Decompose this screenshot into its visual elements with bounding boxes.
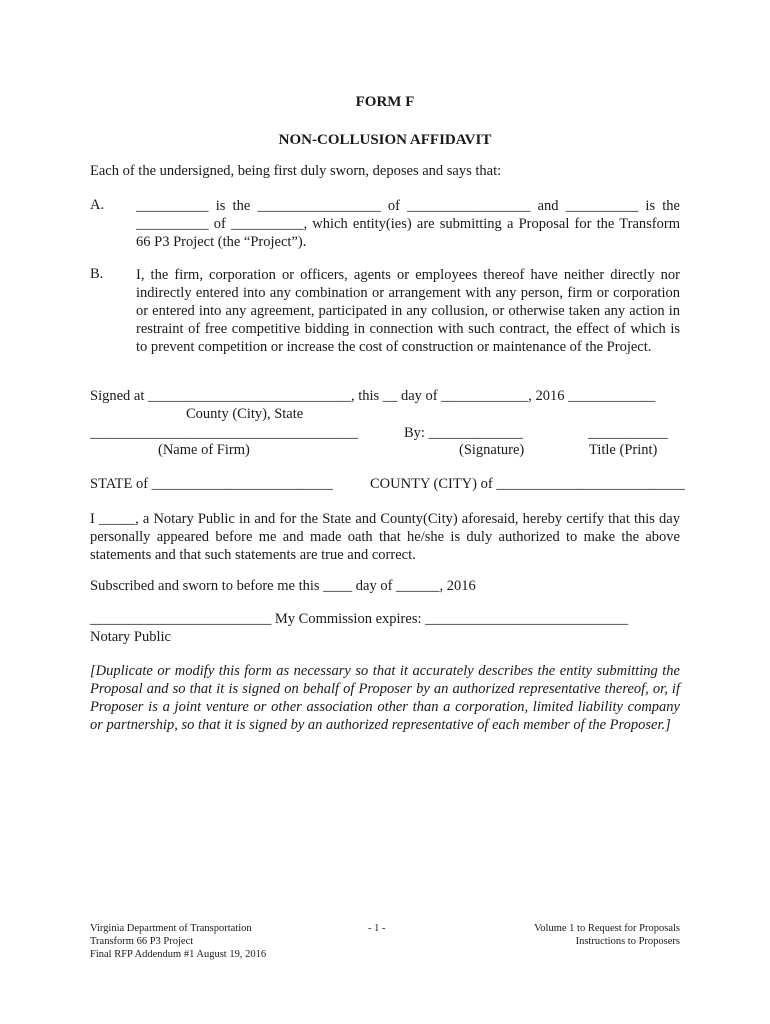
footer-left-line2: Transform 66 P3 Project: [90, 936, 194, 947]
footer-left-line1: Virginia Department of Transportation: [90, 923, 252, 934]
page-number: - 1 -: [368, 923, 386, 934]
name-of-firm-label: (Name of Firm): [158, 442, 250, 458]
commission-line: _________________________ My Commission expires: ____________________________: [90, 611, 629, 627]
subscribed-line: Subscribed and sworn to before me this ____ day of ______, 2016: [90, 578, 476, 594]
county-city-state-label: County (City), State: [186, 406, 304, 422]
para-a-text: __________ is the _________________ of _________________ and __________ is the __________ of __________, which entity(ies) are submitting a Proposal for the Transform 66 P3 Project (the “Project”).: [136, 198, 680, 250]
title-line: ___________: [588, 425, 668, 441]
para-b-label: B.: [90, 266, 104, 282]
notary-public-label: Notary Public: [90, 629, 171, 645]
affidavit-title: NON-COLLUSION AFFIDAVIT: [278, 132, 492, 148]
notary-statement: I _____, a Notary Public in and for the State and County(City) aforesaid, hereby certify that this day personally appeared before me and made oath that he/she is duly authorized to make the above statements and that such statements are true and correct.: [90, 511, 680, 563]
para-a-label: A.: [90, 197, 105, 213]
signed-at-line: Signed at ____________________________, this __ day of ____________, 2016 ____________: [90, 388, 656, 404]
county-of-line: COUNTY (CITY) of __________________________: [370, 476, 685, 492]
footer-left-line3: Final RFP Addendum #1 August 19, 2016: [90, 949, 267, 960]
form-title: FORM F: [355, 94, 415, 110]
footer-right-line2: Instructions to Proposers: [575, 936, 680, 947]
intro-text: Each of the undersigned, being first duly sworn, deposes and says that:: [90, 163, 502, 179]
by-signature-line: By: _____________: [404, 425, 523, 441]
instructions-note: [Duplicate or modify this form as necessary so that it accurately describes the entity submitting the Proposal and so that it is signed on behalf of Proposer by an authorized representative thereof, or, if Proposer is a joint venture or other association other than a corporation, limited liability company or partnership, so that it is signed by an authorized representative of each member of the Proposer.]: [90, 663, 680, 733]
title-print-label: Title (Print): [589, 442, 658, 458]
firm-name-line: _____________________________________: [90, 425, 359, 441]
signature-label: (Signature): [459, 442, 525, 458]
para-b-text: I, the firm, corporation or officers, agents or employees thereof have neither directly nor indirectly entered into any combination or arrangement with any person, firm or corporation or entered into any agreement, participated in any collusion, or otherwise taken any action in restraint of free competitive bidding in connection with such contract, the effect of which is to prevent competition or increase the cost of construction or maintenance of the Project.: [136, 267, 680, 355]
state-of-line: STATE of _________________________: [90, 476, 333, 492]
footer-right-line1: Volume 1 to Request for Proposals: [534, 923, 680, 934]
